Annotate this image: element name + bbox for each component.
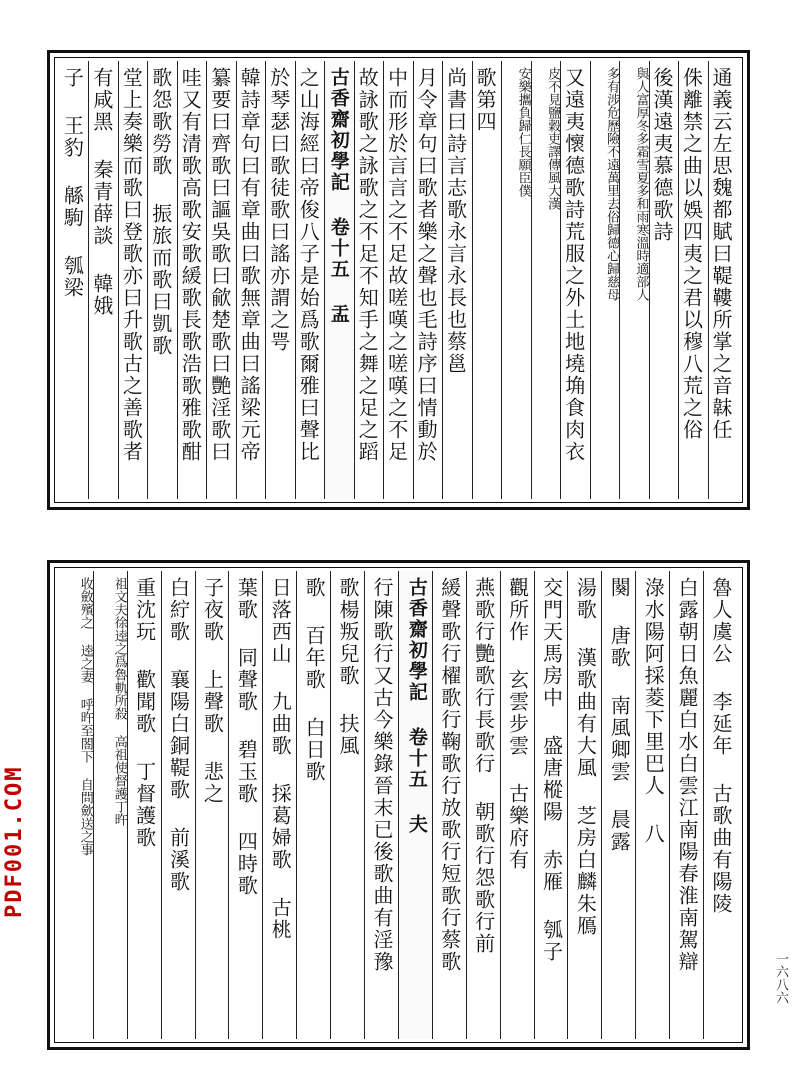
text-column: 與人富厚冬多霜雪夏多和雨寒溫時適部人 (619, 61, 648, 499)
text-column: 堂上奏樂而歌曰登歌亦曰升歌古之善歌者 (118, 61, 147, 499)
text-column: 歌怨歌勞歌 振旅而歌曰凱歌 (147, 61, 176, 499)
text-column: 安樂攜負歸仁長願臣僕 (501, 61, 530, 499)
text-column: 哇又有清歌高歌安歌緩歌長歌浩歌雅歌酣 (177, 61, 206, 499)
book-title-column: 古香齋初學記 卷十五 夫 (398, 571, 432, 1039)
text-column: 魯人虞公 李延年 古歌曲有陽陵 (703, 571, 737, 1039)
text-column: 纂要曰齊歌曰謳吳歌曰歈楚歌曰艷淫歌曰 (206, 61, 235, 499)
lower-text-block (47, 560, 750, 1050)
text-column: 通義云左思魏都賦曰鞮鞻所掌之音韎任 (708, 61, 737, 499)
text-column: 多有涉危歷險不遠萬里去俗歸德心歸慈母 (590, 61, 619, 499)
text-column: 重沈玩 歡聞歌 丁督護歌 (127, 571, 161, 1039)
page-number: 一六八六 (773, 952, 788, 1004)
text-column: 於琴瑟曰歌徒歌曰謠亦謂之咢 (265, 61, 294, 499)
upper-columns (60, 61, 737, 499)
text-column: 湯歌 漢歌曲有大風 芝房白麟朱鴈 (567, 571, 601, 1039)
text-column: 有咸黑 秦青薛談 韓娥 (88, 61, 117, 499)
text-column: 歌楊叛兒歌 扶風 (330, 571, 364, 1039)
text-column: 皮不見鹽穀吏譯傳風大漢 (531, 61, 560, 499)
watermark-text: PDF001.COM (2, 765, 27, 918)
text-column: 白紵歌 襄陽白銅鞮歌 前溪歌 (161, 571, 195, 1039)
text-column: 緩聲歌行櫂歌行鞠歌行放歌行短歌行蔡歌 (432, 571, 466, 1039)
text-column: 淥水陽阿採菱下里巴人 八 (635, 571, 669, 1039)
section-heading: 歌第四 (472, 61, 501, 499)
text-column: 尚書曰詩言志歌永言永長也蔡邕 (442, 61, 471, 499)
upper-text-block (47, 50, 750, 510)
text-column: 日落西山 九曲歌 採葛婦歌 古桃 (262, 571, 296, 1039)
text-column: 故詠歌之詠歌之不足不知手之舞之足之蹈 (354, 61, 383, 499)
lower-columns (60, 571, 737, 1039)
text-column: 祖文夫徐逵之爲魯軌所殺 高祖使督護丁旿 (93, 571, 127, 1039)
text-column: 觀所作 玄雲步雲 古樂府有 (500, 571, 534, 1039)
text-column: 收斂殯之 逵之妻 呼旿至閤下 自問歛送之事 (77, 577, 93, 856)
text-column: 交門天馬房中 盛唐樅陽 赤雁 瓠子 (534, 571, 568, 1039)
text-column: 侏離禁之曲以娛四夷之君以穆八荒之俗 (678, 61, 707, 499)
text-column: 闋 唐歌 南風卿雲 晨露 (601, 571, 635, 1039)
text-column: 白露朝日魚麗白水白雲江南陽春淮南駕辯 (669, 571, 703, 1039)
text-column: 子 王豹 緜駒 瓠梁 (60, 67, 85, 299)
text-column: 中而形於言言之不足故嗟嘆之嗟嘆之不足 (383, 61, 412, 499)
text-column: 行陳歌行又古今樂錄晉末已後歌曲有淫豫 (364, 571, 398, 1039)
text-column: 後漢遠夷慕德歌詩 (649, 61, 678, 499)
text-column: 月令章句曰歌者樂之聲也毛詩序曰情動於 (413, 61, 442, 499)
book-title-column: 古香齋初學記 卷十五 盂 (324, 61, 353, 499)
text-column: 歌 百年歌 白日歌 (296, 571, 330, 1039)
text-column: 韓詩章句曰有章曲曰歌無章曲曰謠梁元帝 (236, 61, 265, 499)
text-column: 又遠夷懷德歌詩荒服之外土地墝埆食肉衣 (560, 61, 589, 499)
text-column: 葉歌 同聲歌 碧玉歌 四時歌 (228, 571, 262, 1039)
text-column: 子夜歌 上聲歌 悲之 (195, 571, 229, 1039)
text-column: 之山海經曰帝俊八子是始爲歌爾雅曰聲比 (295, 61, 324, 499)
text-column: 燕歌行艷歌行長歌行 朝歌行怨歌行前 (466, 571, 500, 1039)
